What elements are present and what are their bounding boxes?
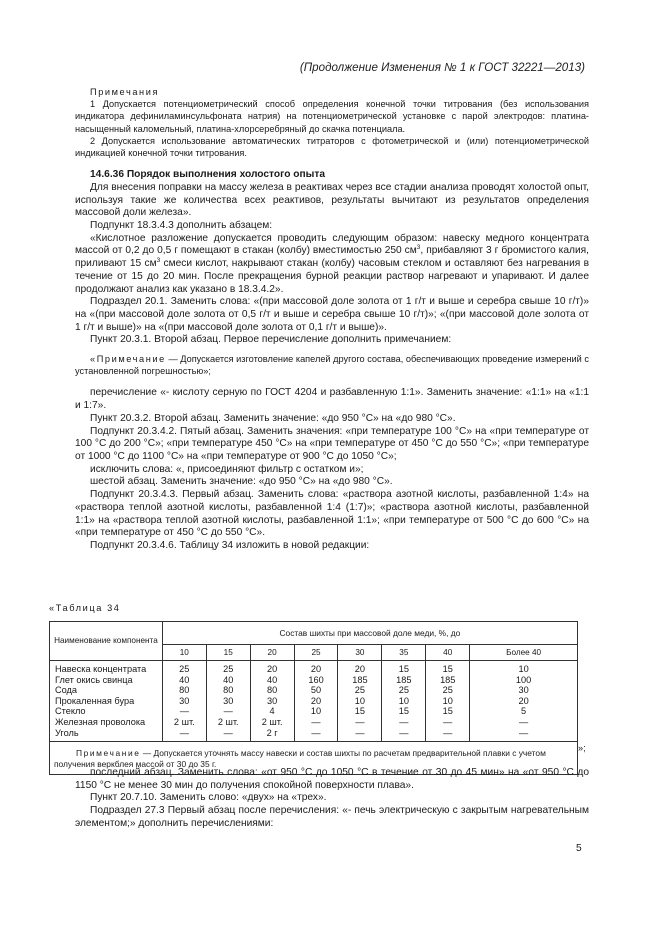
column-header: 40 — [426, 645, 470, 661]
table-34 — [49, 621, 578, 775]
column-header: 15 — [206, 645, 250, 661]
table-cell: 15 — [354, 706, 366, 717]
note-item-2: 2 Допускается использование автоматических титраторов с фотометрической и (или) потенциометрической индикацией конечной точки титрования. — [75, 135, 589, 159]
paragraph: Подпункт 20.3.4.2. Пятый абзац. Заменить значения: «при температуре 100 °С» на «при температуре от 100 °С до 200 °С»; «при температуре 450 °С» на «при температуре от 450 °С до 550 °С»; «при температуре от 1000 °С до 1100 °С» на «при температуре от 900 °С до 1050 °С»; — [75, 425, 589, 462]
column-header: 20 — [250, 645, 294, 661]
paragraph: исключить слова: «, присоединяют фильтр с остатком и»; — [90, 463, 364, 475]
paragraph: Подпункт 20.3.4.3. Первый абзац. Заменить слова: «раствора азотной кислоты, разбавленной 1:4» на «раствора теплой азотной кислоты, разбавленной 1:4 (1:7)»; «раствора азотной кислоты, разбавленной 1:1» на «раствора теплой азотной кислоты, разбавленной 1:1»; «при температуре от 500 °С до 600 °С» на «при температуре от 450 °С до 550 °С». — [75, 489, 589, 539]
table-cell: 30 — [223, 695, 234, 706]
inserted-note — [75, 353, 589, 377]
table-cell: — — [311, 727, 321, 738]
column-header: 35 — [382, 645, 426, 661]
column-values — [206, 661, 250, 742]
table-cell: — — [179, 727, 189, 738]
table-cell: — — [399, 727, 409, 738]
table-cell: 10 — [354, 695, 366, 706]
note-item-1: 1 Допускается потенциометрический способ определения конечной точки титрования (без использования индикатора дефиниламинсульфоната натрия) на потенциометрической установке с парой электродов: платина-насыщенный каломельный, платина-хлорсеребряный до скачка потенциала. — [75, 99, 589, 134]
paragraph: Подраздел 20.1. Заменить слова: «(при массовой доле золота от 1 г/т и выше и серебра свыше 10 г/т)» на «(при массовой доле золота от 0,5 г/т и выше и серебра свыше 10 г/т)»; «(при массовой доле золота от 1 г/т и выше)» на «(при массовой доле золота от 0,1 г/т и выше)». — [75, 296, 589, 333]
table-cell: 100 — [515, 674, 532, 685]
component-name: Сода — [55, 685, 78, 696]
component-name: Глет окись свинца — [55, 674, 133, 685]
main-content — [75, 86, 589, 553]
table-cell: 30 — [179, 695, 190, 706]
table-cell: 25 — [442, 685, 453, 696]
page-number: 5 — [576, 843, 582, 854]
superscript: 3 — [416, 244, 421, 252]
table-cell: — — [179, 706, 189, 717]
column-values — [250, 661, 294, 742]
paragraph: Подраздел 27.3 Первый абзац после перечисления: «- печь электрическую с закрытым нагревательным элементом;» дополнить перечислениями: — [75, 805, 589, 829]
paragraph: Пункт 20.7.10. Заменить слово: «двух» на «трех». — [90, 792, 327, 804]
table-cell: 10 — [518, 664, 529, 674]
column-header: 25 — [294, 645, 338, 661]
table-cell: 185 — [440, 674, 456, 685]
table-cell: 10 — [442, 695, 453, 706]
component-header: Наименование компонента — [50, 622, 163, 661]
table-cell: 50 — [310, 685, 322, 696]
table-cell: 2 г — [266, 727, 278, 738]
table-cell: 10 — [398, 695, 409, 706]
table-cell: 30 — [518, 685, 529, 696]
continuation-header: (Продолжение Изменения № 1 к ГОСТ 32221—2013) — [299, 61, 585, 74]
component-name: Железная проволока — [55, 716, 146, 727]
component-name: Навеска концентрата — [55, 664, 147, 674]
table-cell: 15 — [398, 664, 409, 674]
table-cell: 4 — [269, 706, 275, 717]
table-caption: «Таблица 34 — [49, 603, 121, 613]
paragraph: Подпункт 20.3.4.6. Таблицу 34 изложить в новой редакции: — [90, 539, 370, 551]
table-cell: — — [223, 727, 233, 738]
table-note-label: Примечание — [76, 748, 141, 759]
table-cell: — — [519, 716, 529, 727]
table-body — [50, 661, 578, 742]
column-values — [162, 661, 206, 742]
table-cell: 2 шт. — [173, 716, 195, 727]
composition-header: Состав шихты при массовой доле меди, %, до — [162, 622, 577, 645]
table-cell: 20 — [266, 664, 278, 674]
table-cell: — — [443, 727, 453, 738]
paragraph: перечисление «- кислоту серную по ГОСТ 4204 и разбавленную 1:1». Заменить значение: «1:1» на «1:1 и 1:7». — [75, 387, 589, 412]
table-cell: 20 — [310, 695, 322, 706]
text-fragment: , прибавляют 3 г бромистого калия, приливают 15 см — [75, 245, 589, 270]
table-cell: — — [223, 706, 233, 717]
table-cell: 185 — [396, 674, 412, 685]
paragraph: шестой абзац. Заменить значение: «до 950 °С» на «до 980 °С». — [90, 476, 393, 488]
paragraph: Пункт 20.3.1. Второй абзац. Первое перечисление дополнить примечанием: — [90, 334, 452, 346]
table-cell: 25 — [398, 685, 409, 696]
notes-title: Примечания — [90, 87, 160, 97]
table-cell: 20 — [518, 695, 529, 706]
table-cell: 15 — [442, 664, 453, 674]
table-cell: 2 шт. — [261, 716, 283, 727]
column-header: Более 40 — [470, 645, 578, 661]
table-cell: — — [311, 716, 321, 727]
table-note-text: — Допускается уточнять массу навески и состав шихты по расчетам предварительной плавки с учетом получения веркблея массой от 30 до 35 г. — [54, 748, 546, 769]
component-name: Уголь — [55, 727, 79, 738]
table-cell: 20 — [354, 664, 366, 674]
table-cell: — — [519, 727, 529, 738]
paragraph-with-superscripts — [75, 233, 589, 297]
paragraph: Подпункт 18.3.4.3 дополнить абзацем: — [90, 220, 273, 232]
section-heading: 14.6.36 Порядок выполнения холостого опыта — [90, 169, 326, 181]
note-text: — Допускается изготовление капелей другого состава, обеспечивающих проведение измерений с установленной погрешностью»; — [75, 354, 589, 377]
column-header: 10 — [162, 645, 206, 661]
column-values — [382, 661, 426, 742]
table-cell: — — [355, 716, 365, 727]
column-header: 30 — [338, 645, 382, 661]
table-cell: 20 — [310, 664, 322, 674]
table-cell: — — [399, 716, 409, 727]
table-cell: — — [443, 716, 453, 727]
paragraph: последний абзац. Заменить слова: «от 950 °С до 1050 °С в течение от 30 до 45 мин» на «от 950 °С до 1150 °С не менее 30 мин до получения спокойной поверхности плава». — [75, 767, 589, 791]
table-cell: 30 — [266, 695, 278, 706]
column-values — [426, 661, 470, 742]
paragraph: Для внесения поправки на массу железа в реактивах через все стадии анализа проводят холостой опыт, используя такие же количества всех реактивов, результаты вычитают из результатов определения массовой доли железа». — [75, 181, 589, 219]
table-cell: 15 — [442, 706, 453, 717]
column-values — [470, 661, 578, 742]
table-cell: 185 — [352, 674, 368, 685]
table-cell: 80 — [266, 685, 278, 696]
table-cell: 160 — [308, 674, 324, 685]
component-name: Прокаленная бура — [55, 695, 135, 706]
column-values — [294, 661, 338, 742]
table-cell: 10 — [310, 706, 322, 717]
column-values — [338, 661, 382, 742]
table-cell: 5 — [521, 706, 527, 717]
table-closing-quote: »; — [578, 743, 586, 753]
table-cell: 80 — [223, 685, 234, 696]
table-cell: 80 — [179, 685, 190, 696]
superscript: 3 — [156, 257, 161, 265]
table-cell: — — [355, 727, 365, 738]
paragraph: Пункт 20.3.2. Второй абзац. Заменить значение: «до 950 °С» на «до 980 °С». — [90, 412, 456, 424]
table-cell: 25 — [223, 664, 234, 674]
component-name: Стекло — [55, 706, 86, 717]
text-fragment: смеси кислот, накрывают стакан (колбу) часовым стеклом и оставляют без нагревания в течение от 15 до 20 мин. После прекращения бурной реакции раствор нагревают и упаривают. И далее продолжают анализ как указано в 18.3.4.2». — [75, 258, 589, 295]
table-cell: 40 — [223, 674, 234, 685]
table-cell: 25 — [354, 685, 366, 696]
table-cell: 15 — [398, 706, 409, 717]
text-fragment: «Кислотное разложение допускается проводить следующим образом: навеску медного концентрата массой от 0,2 до 0,5 г помещают в стакан (колбу) вместимостью 250 см — [75, 232, 589, 257]
component-names — [50, 661, 163, 742]
table-cell: 40 — [266, 674, 278, 685]
note-label: «Примечание — [90, 354, 166, 365]
after-table-content — [75, 767, 589, 831]
table-cell: 40 — [179, 674, 190, 685]
table-cell: 25 — [179, 664, 190, 674]
table-cell: 2 шт. — [217, 716, 239, 727]
